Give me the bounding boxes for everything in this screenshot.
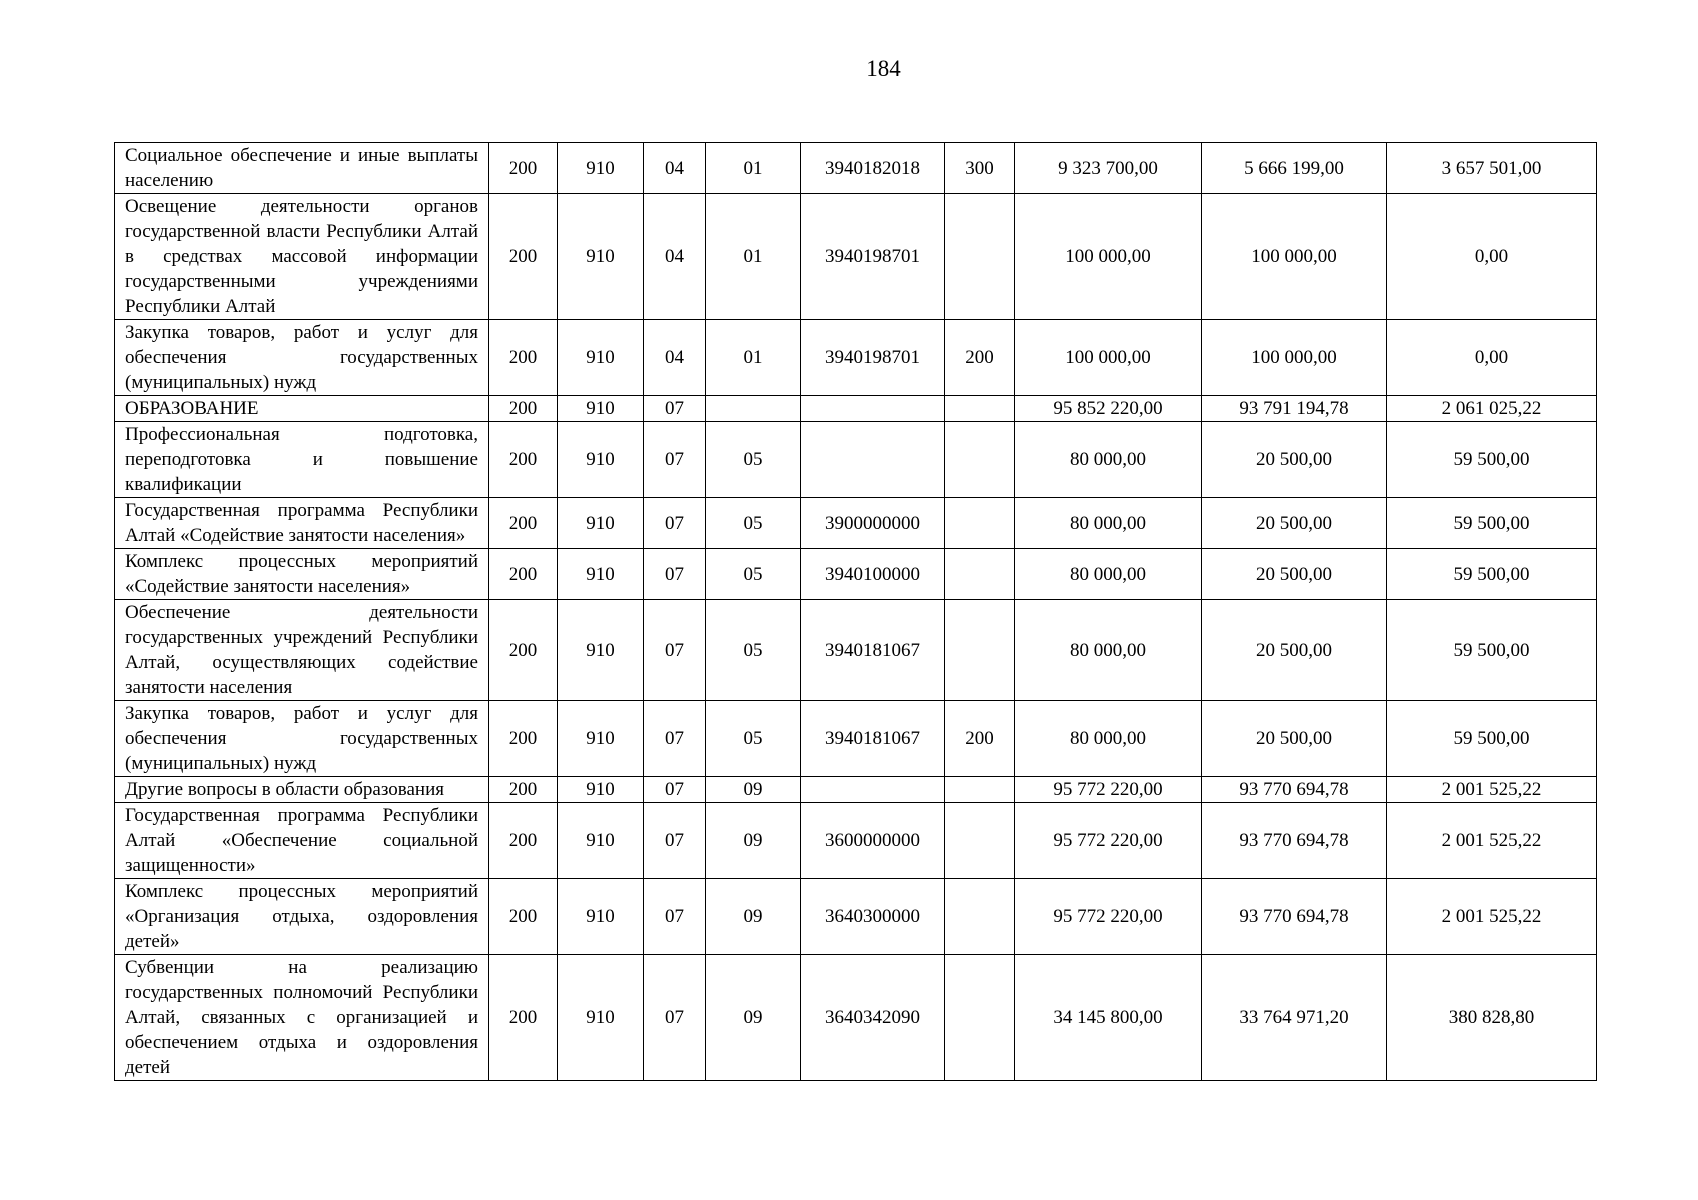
plan-amount-cell: 100 000,00: [1015, 194, 1202, 320]
ved-code-cell: 910: [558, 955, 644, 1081]
expense-type-cell: 300: [945, 143, 1015, 194]
plan-amount-cell: 95 772 220,00: [1015, 879, 1202, 955]
difference-amount-cell: 59 500,00: [1387, 422, 1597, 498]
target-article-cell: 3940198701: [801, 194, 945, 320]
subsection-code-cell: 05: [706, 600, 801, 701]
section-code-cell: 04: [644, 143, 706, 194]
target-article-cell: 3940182018: [801, 143, 945, 194]
row-name-cell: Другие вопросы в области образования: [115, 777, 489, 803]
plan-amount-cell: 95 772 220,00: [1015, 777, 1202, 803]
row-name-cell: ОБРАЗОВАНИЕ: [115, 396, 489, 422]
target-article-cell: [801, 777, 945, 803]
expense-type-cell: [945, 777, 1015, 803]
fact-amount-cell: 5 666 199,00: [1202, 143, 1387, 194]
difference-amount-cell: 2 001 525,22: [1387, 803, 1597, 879]
ved-code-cell: 910: [558, 803, 644, 879]
row-name-cell: Государственная программа Республики Алтай «Содействие занятости населения»: [115, 498, 489, 549]
target-article-cell: 3900000000: [801, 498, 945, 549]
table-row: [115, 600, 1597, 701]
target-article-cell: 3600000000: [801, 803, 945, 879]
table-row: [115, 194, 1597, 320]
table-row: [115, 803, 1597, 879]
plan-amount-cell: 34 145 800,00: [1015, 955, 1202, 1081]
difference-amount-cell: 0,00: [1387, 320, 1597, 396]
fact-amount-cell: 93 770 694,78: [1202, 803, 1387, 879]
fact-amount-cell: 20 500,00: [1202, 549, 1387, 600]
page-number: 184: [866, 56, 901, 81]
table-body: [115, 143, 1597, 1081]
expense-type-cell: 200: [945, 701, 1015, 777]
subsection-code-cell: 01: [706, 143, 801, 194]
plan-amount-cell: 80 000,00: [1015, 422, 1202, 498]
difference-amount-cell: 59 500,00: [1387, 498, 1597, 549]
section-code-cell: 07: [644, 701, 706, 777]
glava-code-cell: 200: [489, 549, 558, 600]
glava-code-cell: 200: [489, 320, 558, 396]
difference-amount-cell: 2 001 525,22: [1387, 777, 1597, 803]
difference-amount-cell: 0,00: [1387, 194, 1597, 320]
subsection-code-cell: [706, 396, 801, 422]
fact-amount-cell: 20 500,00: [1202, 701, 1387, 777]
ved-code-cell: 910: [558, 194, 644, 320]
difference-amount-cell: 59 500,00: [1387, 600, 1597, 701]
section-code-cell: 07: [644, 600, 706, 701]
fact-amount-cell: 100 000,00: [1202, 320, 1387, 396]
expense-type-cell: [945, 194, 1015, 320]
subsection-code-cell: 01: [706, 194, 801, 320]
expense-type-cell: [945, 498, 1015, 549]
ved-code-cell: 910: [558, 701, 644, 777]
glava-code-cell: 200: [489, 422, 558, 498]
ved-code-cell: 910: [558, 600, 644, 701]
plan-amount-cell: 95 852 220,00: [1015, 396, 1202, 422]
target-article-cell: 3640342090: [801, 955, 945, 1081]
plan-amount-cell: 80 000,00: [1015, 498, 1202, 549]
row-name-cell: Профессиональная подготовка, переподготовка и повышение квалификации: [115, 422, 489, 498]
ved-code-cell: 910: [558, 143, 644, 194]
target-article-cell: 3640300000: [801, 879, 945, 955]
glava-code-cell: 200: [489, 498, 558, 549]
fact-amount-cell: 100 000,00: [1202, 194, 1387, 320]
table-row: [115, 879, 1597, 955]
section-code-cell: 07: [644, 549, 706, 600]
subsection-code-cell: 01: [706, 320, 801, 396]
glava-code-cell: 200: [489, 879, 558, 955]
subsection-code-cell: 05: [706, 549, 801, 600]
glava-code-cell: 200: [489, 777, 558, 803]
subsection-code-cell: 09: [706, 955, 801, 1081]
ved-code-cell: 910: [558, 320, 644, 396]
table-row: [115, 777, 1597, 803]
glava-code-cell: 200: [489, 396, 558, 422]
row-name-cell: Субвенции на реализацию государственных полномочий Республики Алтай, связанных с организацией и обеспечением отдыха и оздоровления детей: [115, 955, 489, 1081]
section-code-cell: 07: [644, 777, 706, 803]
expense-type-cell: [945, 879, 1015, 955]
expense-type-cell: [945, 549, 1015, 600]
difference-amount-cell: 2 061 025,22: [1387, 396, 1597, 422]
section-code-cell: 07: [644, 955, 706, 1081]
glava-code-cell: 200: [489, 194, 558, 320]
subsection-code-cell: 05: [706, 498, 801, 549]
glava-code-cell: 200: [489, 143, 558, 194]
section-code-cell: 07: [644, 879, 706, 955]
subsection-code-cell: 09: [706, 777, 801, 803]
difference-amount-cell: 3 657 501,00: [1387, 143, 1597, 194]
ved-code-cell: 910: [558, 498, 644, 549]
plan-amount-cell: 80 000,00: [1015, 600, 1202, 701]
target-article-cell: 3940198701: [801, 320, 945, 396]
plan-amount-cell: 9 323 700,00: [1015, 143, 1202, 194]
plan-amount-cell: 100 000,00: [1015, 320, 1202, 396]
expense-type-cell: [945, 955, 1015, 1081]
row-name-cell: Государственная программа Республики Алтай «Обеспечение социальной защищенности»: [115, 803, 489, 879]
section-code-cell: 04: [644, 194, 706, 320]
table-row: [115, 955, 1597, 1081]
subsection-code-cell: 09: [706, 803, 801, 879]
subsection-code-cell: 09: [706, 879, 801, 955]
section-code-cell: 07: [644, 422, 706, 498]
row-name-cell: Освещение деятельности органов государственной власти Республики Алтай в средствах массовой информации государственными учреждениями Республики Алтай: [115, 194, 489, 320]
glava-code-cell: 200: [489, 600, 558, 701]
table-row: [115, 396, 1597, 422]
fact-amount-cell: 93 791 194,78: [1202, 396, 1387, 422]
target-article-cell: 3940100000: [801, 549, 945, 600]
glava-code-cell: 200: [489, 803, 558, 879]
subsection-code-cell: 05: [706, 422, 801, 498]
ved-code-cell: 910: [558, 422, 644, 498]
fact-amount-cell: 33 764 971,20: [1202, 955, 1387, 1081]
budget-table: [114, 142, 1597, 1081]
section-code-cell: 07: [644, 396, 706, 422]
glava-code-cell: 200: [489, 701, 558, 777]
fact-amount-cell: 20 500,00: [1202, 600, 1387, 701]
ved-code-cell: 910: [558, 549, 644, 600]
table-row: [115, 320, 1597, 396]
table-row: [115, 701, 1597, 777]
difference-amount-cell: 59 500,00: [1387, 549, 1597, 600]
expense-type-cell: [945, 600, 1015, 701]
ved-code-cell: 910: [558, 777, 644, 803]
difference-amount-cell: 380 828,80: [1387, 955, 1597, 1081]
section-code-cell: 04: [644, 320, 706, 396]
target-article-cell: 3940181067: [801, 600, 945, 701]
expense-type-cell: [945, 803, 1015, 879]
subsection-code-cell: 05: [706, 701, 801, 777]
section-code-cell: 07: [644, 498, 706, 549]
row-name-cell: Социальное обеспечение и иные выплаты населению: [115, 143, 489, 194]
section-code-cell: 07: [644, 803, 706, 879]
row-name-cell: Закупка товаров, работ и услуг для обеспечения государственных (муниципальных) нужд: [115, 701, 489, 777]
fact-amount-cell: 20 500,00: [1202, 422, 1387, 498]
expense-type-cell: 200: [945, 320, 1015, 396]
target-article-cell: 3940181067: [801, 701, 945, 777]
target-article-cell: [801, 422, 945, 498]
target-article-cell: [801, 396, 945, 422]
fact-amount-cell: 20 500,00: [1202, 498, 1387, 549]
table-row: [115, 498, 1597, 549]
ved-code-cell: 910: [558, 396, 644, 422]
row-name-cell: Комплекс процессных мероприятий «Содействие занятости населения»: [115, 549, 489, 600]
table-row: [115, 143, 1597, 194]
plan-amount-cell: 80 000,00: [1015, 701, 1202, 777]
ved-code-cell: 910: [558, 879, 644, 955]
row-name-cell: Закупка товаров, работ и услуг для обеспечения государственных (муниципальных) нужд: [115, 320, 489, 396]
fact-amount-cell: 93 770 694,78: [1202, 879, 1387, 955]
glava-code-cell: 200: [489, 955, 558, 1081]
expense-type-cell: [945, 422, 1015, 498]
difference-amount-cell: 2 001 525,22: [1387, 879, 1597, 955]
row-name-cell: Комплекс процессных мероприятий «Организация отдыха, оздоровления детей»: [115, 879, 489, 955]
table-row: [115, 549, 1597, 600]
plan-amount-cell: 95 772 220,00: [1015, 803, 1202, 879]
row-name-cell: Обеспечение деятельности государственных учреждений Республики Алтай, осуществляющих содействие занятости населения: [115, 600, 489, 701]
table-row: [115, 422, 1597, 498]
fact-amount-cell: 93 770 694,78: [1202, 777, 1387, 803]
plan-amount-cell: 80 000,00: [1015, 549, 1202, 600]
difference-amount-cell: 59 500,00: [1387, 701, 1597, 777]
expense-type-cell: [945, 396, 1015, 422]
